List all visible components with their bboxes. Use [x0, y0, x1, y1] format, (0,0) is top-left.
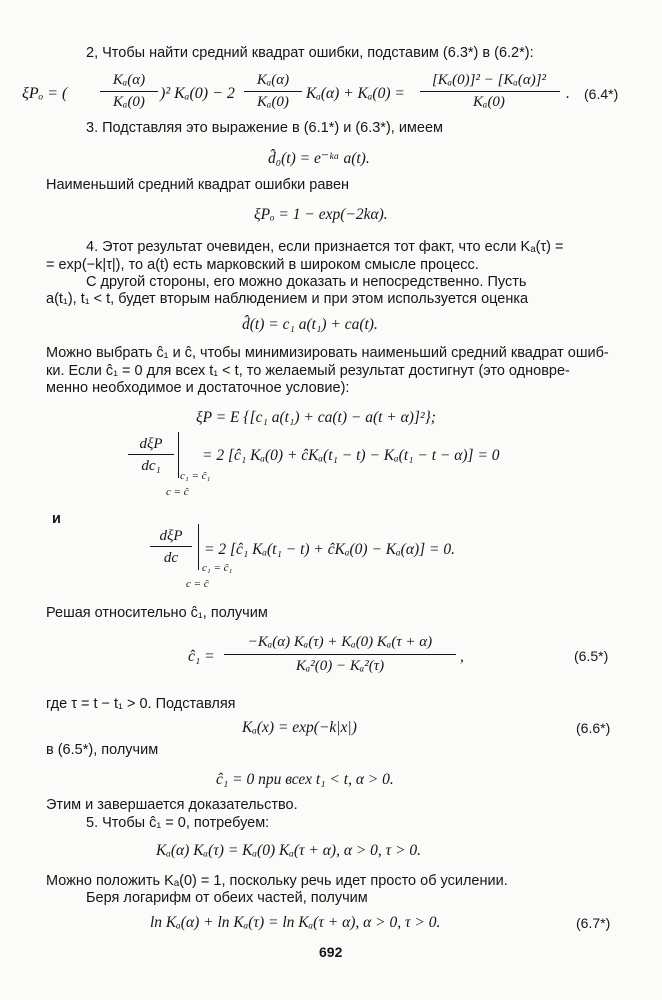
eq64-lhs: ξPₒ = ( — [22, 85, 68, 102]
paragraph-5-line1: Можно выбрать ĉ₁ и ĉ, чтобы минимизировать наименьший средний квадрат ошиб- — [46, 345, 609, 361]
eq65-den: Kₐ²(0) − Kₐ²(τ) — [295, 658, 385, 674]
deriv1-num: dξP — [139, 436, 163, 452]
line-where: где τ = t − t₁ > 0. Подставляя — [46, 696, 236, 712]
eq67-tag: (6.7*) — [576, 915, 611, 931]
equation-requirement: Kₐ(α) Kₐ(τ) = Kₐ(0) Kₐ(τ + α), α > 0, τ > 0. — [156, 842, 422, 859]
equation-c1-zero: ĉ₁ = 0 при всех t₁ < t, α > 0. — [216, 771, 394, 788]
deriv2-num: dξP — [159, 528, 183, 544]
eq65-tail: , — [460, 648, 464, 665]
equation-xiP: ξP = E {[c₁ a(t₁) + ca(t) − a(t + α)]²}; — [196, 409, 436, 426]
page-number: 692 — [319, 944, 343, 960]
eq65-lhs: ĉ₁ = — [188, 648, 215, 665]
equation-6-7: ln Kₐ(α) + ln Kₐ(τ) = ln Kₐ(τ + α), α > 0, τ > 0. — [150, 914, 441, 931]
equation-xi-min: ξPₒ = 1 − exp(−2kα). — [254, 206, 388, 223]
line-solve: Решая относительно ĉ₁, получим — [46, 605, 268, 621]
paragraph-5-line3: менно необходимое и достаточное условие): — [46, 380, 350, 396]
deriv1-rhs: = 2 [ĉ₁ Kₐ(0) + ĉKₐ(t₁ − t) − Kₐ(t₁ − t − α)] = 0 — [202, 447, 500, 464]
deriv2-bar — [150, 546, 192, 547]
paragraph-4-line1: 4. Этот результат очевиден, если признается тот факт, что если Kₐ(τ) = — [86, 239, 564, 255]
eq64-frac3-bar — [420, 91, 560, 92]
paragraph-5-line2: ки. Если ĉ₁ = 0 для всех t₁ < t, то желаемый результат достигнут (это одновре- — [46, 363, 570, 379]
eq64-frac2-den: Kₐ(0) — [257, 94, 289, 110]
eq64-frac2-bar — [244, 91, 302, 92]
eq64-frac1-den: Kₐ(0) — [113, 94, 145, 110]
line-min-error: Наименьший средний квадрат ошибки равен — [46, 177, 350, 193]
paragraph-2: 2, Чтобы найти средний квадрат ошибки, подставим (6.3*) в (6.2*): — [86, 45, 534, 61]
eq64-frac1-bar — [100, 91, 158, 92]
eq64-dot: . — [566, 85, 570, 102]
paragraph-4-line3: С другой стороны, его можно доказать и непосредственно. Пусть — [86, 274, 527, 290]
deriv1-sub2: c = ĉ — [166, 486, 189, 498]
line-into: в (6.5*), получим — [46, 742, 159, 758]
deriv2-rhs: = 2 [ĉ₁ Kₐ(t₁ − t) + ĉKₐ(0) − Kₐ(α)] = 0. — [204, 541, 455, 558]
eq65-bar — [224, 654, 456, 655]
eq64-frac2-num: Kₐ(α) — [256, 72, 290, 88]
eq66-tag: (6.6*) — [576, 720, 611, 736]
paragraph-4-line2: = exp(−k|τ|), то a(t) есть марковский в широком смысле процесс. — [46, 257, 479, 273]
eq65-num: −Kₐ(α) Kₐ(τ) + Kₐ(0) Kₐ(τ + α) — [247, 634, 433, 650]
deriv2-sub1: c₁ = ĉ₁ — [202, 562, 233, 574]
eq64-frac3-den: Kₐ(0) — [473, 94, 505, 110]
deriv1-bar — [128, 454, 174, 455]
conjunction-i: и — [52, 511, 61, 527]
paragraph-5: 5. Чтобы ĉ₁ = 0, потребуем: — [86, 815, 270, 831]
eq64-mid1: )² Kₐ(0) − 2 — [160, 85, 235, 102]
line-set-k0: Можно положить Kₐ(0) = 1, поскольку речь идет просто об усилении. — [46, 873, 508, 889]
line-proof-end: Этим и завершается доказательство. — [46, 797, 298, 813]
deriv1-sub1: c₁ = ĉ₁ — [180, 470, 211, 482]
eq65-tag: (6.5*) — [574, 648, 609, 664]
equation-6-6: Kₐ(x) = exp(−k|x|) — [242, 719, 357, 736]
eq64-mid2: Kₐ(α) + Kₐ(0) = — [306, 85, 405, 102]
eq64-frac1-num: Kₐ(α) — [112, 72, 146, 88]
paragraph-3: 3. Подставляя это выражение в (6.1*) и (6.3*), имеем — [86, 120, 443, 136]
deriv1-den: dc₁ — [141, 458, 161, 474]
paragraph-4-line4: a(t₁), t₁ < t, будет вторым наблюдением и при этом используется оценка — [46, 291, 529, 307]
deriv2-eval-bar — [198, 524, 199, 570]
eq64-tag: (6.4*) — [584, 86, 619, 102]
equation-dhat: d̂(t) = c₁ a(t₁) + ca(t). — [242, 316, 378, 333]
line-take-log: Беря логарифм от обеих частей, получим — [86, 890, 368, 906]
deriv2-sub2: c = ĉ — [186, 578, 209, 590]
deriv2-den: dc — [163, 550, 179, 566]
equation-d0: d̂₀(t) = e⁻ᵏᵅ a(t). — [268, 150, 370, 167]
deriv1-eval-bar — [178, 432, 179, 478]
eq64-frac3-num: [Kₐ(0)]² − [Kₐ(α)]² — [431, 72, 547, 88]
